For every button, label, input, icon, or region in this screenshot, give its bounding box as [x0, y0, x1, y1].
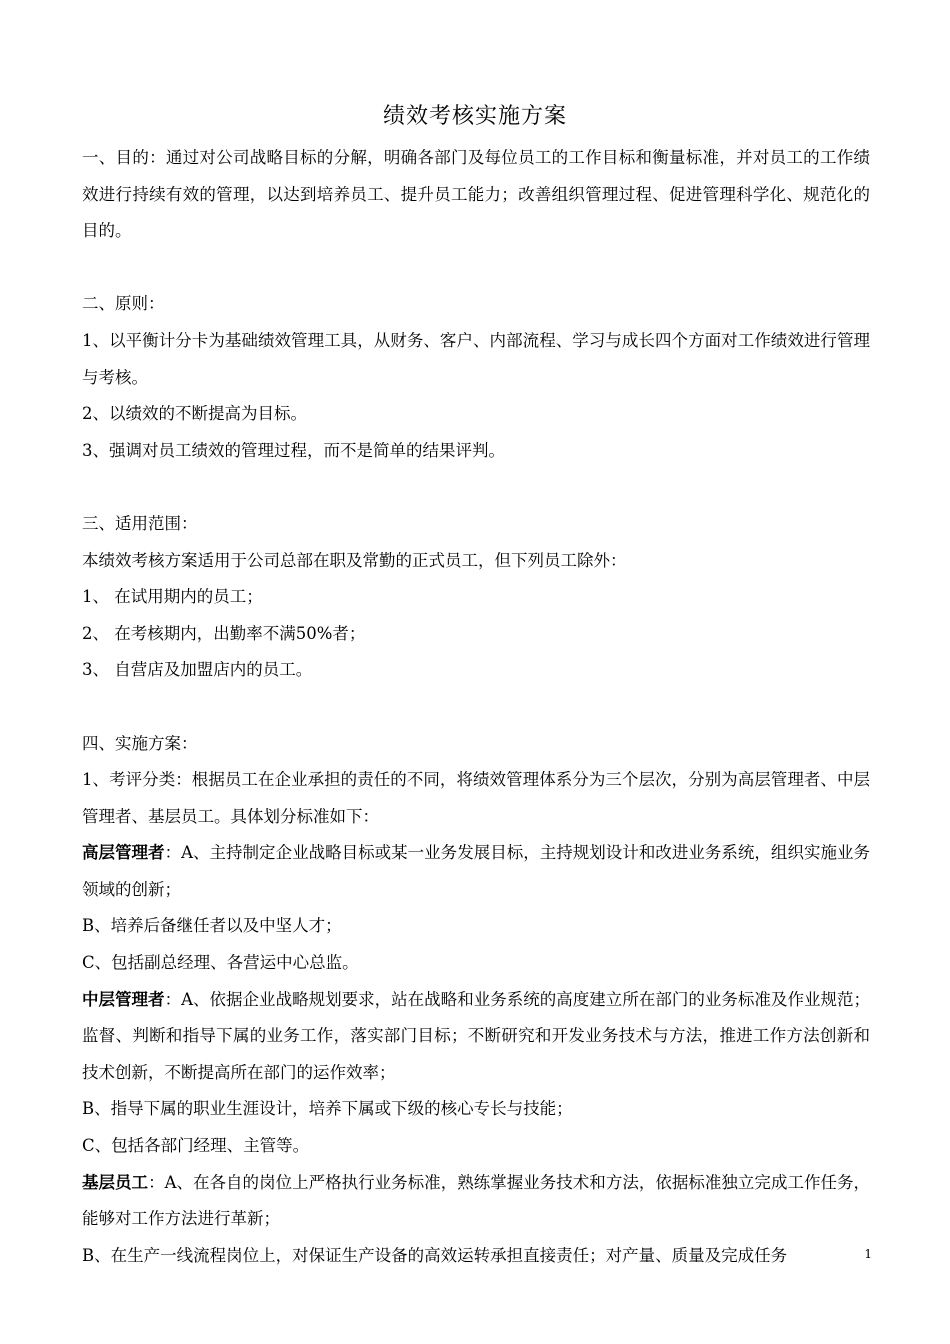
- scope-intro: 本绩效考核方案适用于公司总部在职及常勤的正式员工，但下列员工除外：: [82, 550, 627, 570]
- scope-heading: 三、适用范围：: [82, 513, 198, 533]
- senior-manager-label: 高层管理者: [82, 843, 165, 863]
- middle-manager-label: 中层管理者: [82, 989, 165, 1009]
- principles-heading: 二、原则：: [82, 294, 165, 314]
- page-number: 1: [864, 1247, 872, 1261]
- section-spacer: [82, 250, 870, 287]
- middle-manager-paragraph: [82, 982, 870, 1092]
- senior-manager-item-b: B、培养后备继任者以及中坚人才；: [82, 916, 342, 936]
- purpose-paragraph: 一、目的：通过对公司战略目标的分解，明确各部门及每位员工的工作目标和衡量标准，并对员工的工作绩效进行持续有效的管理，以达到培养员工、提升员工能力；改善组织管理过程、促进管理科学化、规范化的目的。: [82, 148, 870, 241]
- scope-item-3: 3、 自营店及加盟店内的员工。: [82, 660, 313, 680]
- senior-manager-item-c: C、包括副总经理、各营运中心总监。: [82, 953, 359, 973]
- scope-item-1: 1、 在试用期内的员工；: [82, 587, 263, 607]
- principle-item-1: 1、以平衡计分卡为基础绩效管理工具，从财务、客户、内部流程、学习与成长四个方面对工作绩效进行管理与考核。: [82, 330, 870, 387]
- scope-item-2: 2、 在考核期内，出勤率不满50%者；: [82, 623, 366, 643]
- basic-staff-item-a: ：A、在各自的岗位上严格执行业务标准，熟练掌握业务技术和方法，依据标准独立完成工作任务，能够对工作方法进行革新；: [82, 1172, 871, 1229]
- middle-manager-item-b: B、指导下属的职业生涯设计，培养下属或下级的核心专长与技能；: [82, 1099, 573, 1119]
- senior-manager-item-a: ：A、主持制定企业战略目标或某一业务发展目标，主持规划设计和改进业务系统，组织实施业务领域的创新；: [82, 843, 870, 899]
- middle-manager-item-c: C、包括各部门经理、主管等。: [82, 1136, 310, 1156]
- senior-manager-paragraph: [82, 835, 870, 908]
- plan-heading: 四、实施方案：: [82, 733, 198, 753]
- section-spacer: [82, 689, 870, 726]
- document-title: 绩效考核实施方案: [382, 104, 567, 129]
- document-body: [82, 140, 870, 1274]
- basic-staff-item-b: B、在生产一线流程岗位上，对保证生产设备的高效运转承担直接责任；对产量、质量及完成任务: [82, 1245, 788, 1265]
- principle-item-2: 2、以绩效的不断提高为目标。: [82, 404, 307, 424]
- plan-intro: 1、考评分类：根据员工在企业承担的责任的不同，将绩效管理体系分为三个层次，分别为高层管理者、中层管理者、基层员工。具体划分标准如下：: [82, 770, 870, 826]
- principle-item-3: 3、强调对员工绩效的管理过程，而不是简单的结果评判。: [82, 440, 505, 460]
- middle-manager-item-a: ：A、依据企业战略规划要求，站在战略和业务系统的高度建立所在部门的业务标准及作业规范；监督、判断和指导下属的业务工作，落实部门目标；不断研究和开发业务技术与方法，推进工作方法创新和技术创新，不断提高所在部门的运作效率；: [82, 989, 870, 1082]
- basic-staff-paragraph: [82, 1165, 870, 1238]
- basic-staff-label: 基层员工: [82, 1172, 149, 1192]
- section-spacer: [82, 469, 870, 506]
